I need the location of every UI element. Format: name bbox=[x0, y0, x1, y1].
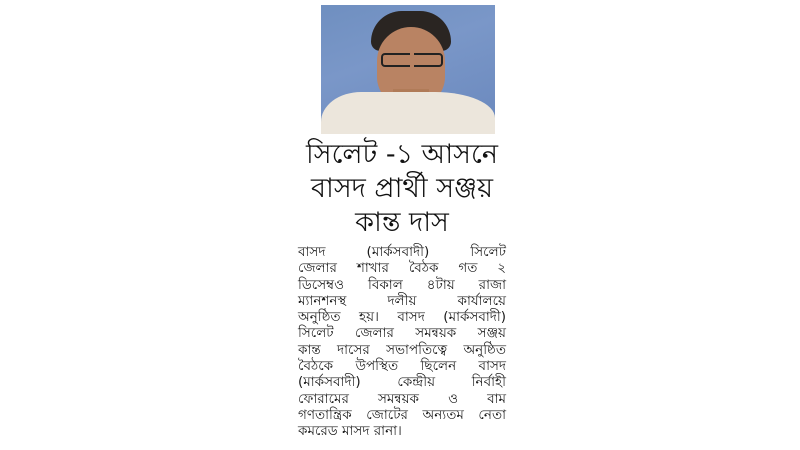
body-line: জেলার শাখার বৈঠক গত ২ bbox=[298, 260, 506, 277]
body-line: বৈঠকে উপস্থিত ছিলেন বাসদ bbox=[298, 358, 506, 375]
portrait-photo bbox=[321, 5, 495, 134]
headline-line: বাসদ প্রার্থী সঞ্জয় bbox=[310, 173, 494, 204]
article-body bbox=[298, 244, 506, 440]
photo-shirt-shape bbox=[321, 92, 495, 134]
body-line: ডিসেম্বও বিকাল ৪টায় রাজা bbox=[298, 276, 506, 293]
photo-glasses-shape bbox=[381, 53, 443, 67]
headline bbox=[296, 138, 508, 240]
body-line: সিলেট জেলার সমন্বয়ক সঞ্জয় bbox=[298, 325, 506, 342]
body-line: গণতান্ত্রিক জোটের অন্যতম নেতা bbox=[298, 406, 506, 423]
headline-line: সিলেট -১ আসনে bbox=[306, 139, 498, 170]
body-line: অনুষ্ঠিত হয়। বাসদ (মার্কসবাদী) bbox=[298, 309, 506, 326]
body-line: কান্ত দাসের সভাপতিত্বে অনুষ্ঠিত bbox=[298, 341, 506, 358]
headline-line: কান্ত দাস bbox=[355, 207, 449, 238]
body-line: বাসদ (মার্কসবাদী) সিলেট bbox=[298, 244, 506, 260]
body-line: কমরেড মাসদ রানা। bbox=[298, 423, 402, 440]
body-line: ম্যানশনস্থ দলীয় কার্যালয়ে bbox=[298, 292, 506, 309]
body-line: ফোরামের সমন্বয়ক ও বাম bbox=[298, 390, 506, 407]
body-line: (মার্কসবাদী) কেন্দ্রীয় নির্বাহী bbox=[298, 374, 506, 391]
